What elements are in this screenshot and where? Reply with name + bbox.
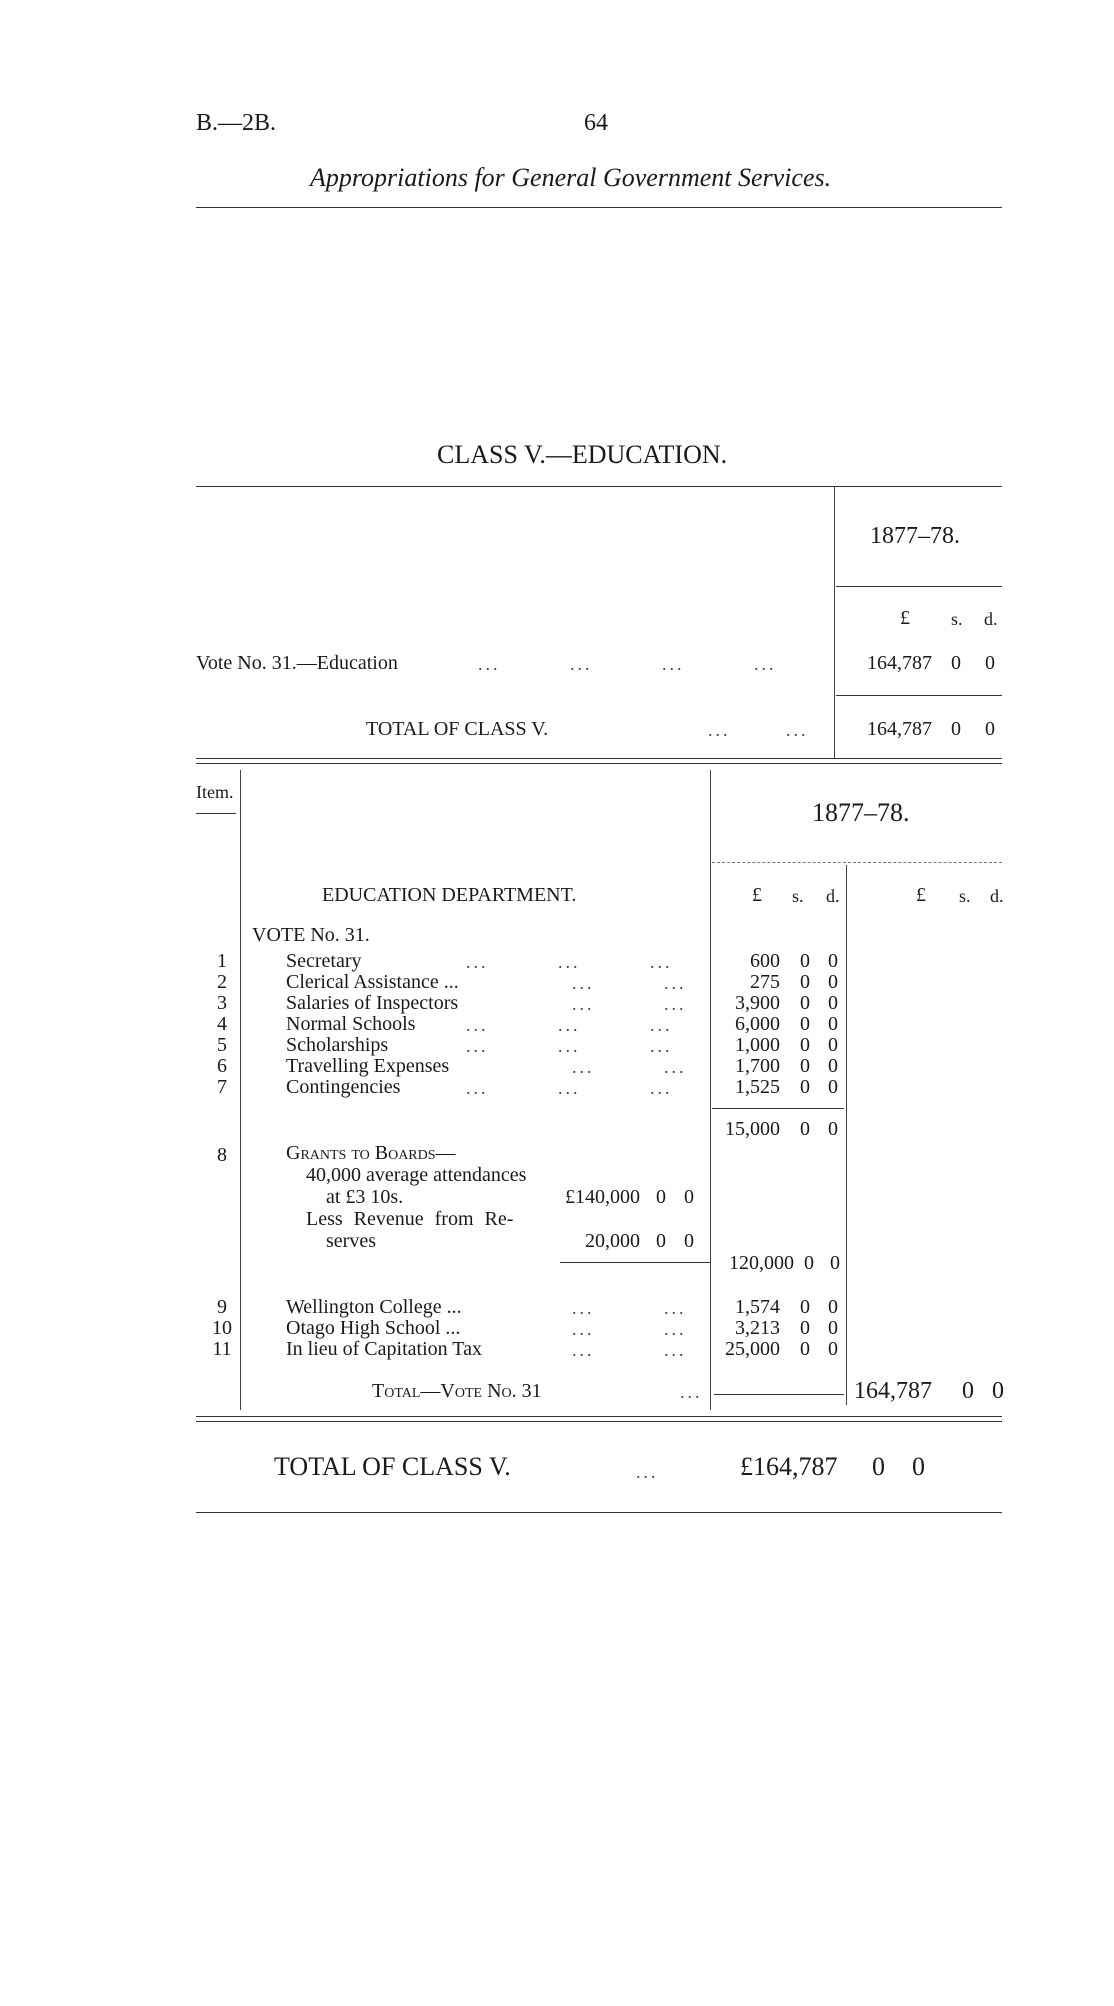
header-rule: [196, 207, 1002, 208]
summary-divider: [834, 486, 835, 758]
class-title: CLASS V.—EDUCATION.: [437, 440, 728, 469]
document-reference: B.—2B.: [196, 110, 277, 136]
summary-year: 1877–78.: [870, 523, 960, 549]
running-title: Appropriations for General Government Services.: [310, 163, 832, 192]
item-column-header: Item.: [196, 782, 234, 802]
detail-year: 1877–78.: [812, 798, 910, 827]
bottom-rule: [196, 1512, 1002, 1513]
page-number: 64: [584, 110, 608, 136]
summary-top-rule: [196, 486, 1002, 487]
vote-heading: VOTE No. 31.: [252, 924, 370, 946]
department-heading: EDUCATION DEPARTMENT.: [322, 884, 577, 906]
